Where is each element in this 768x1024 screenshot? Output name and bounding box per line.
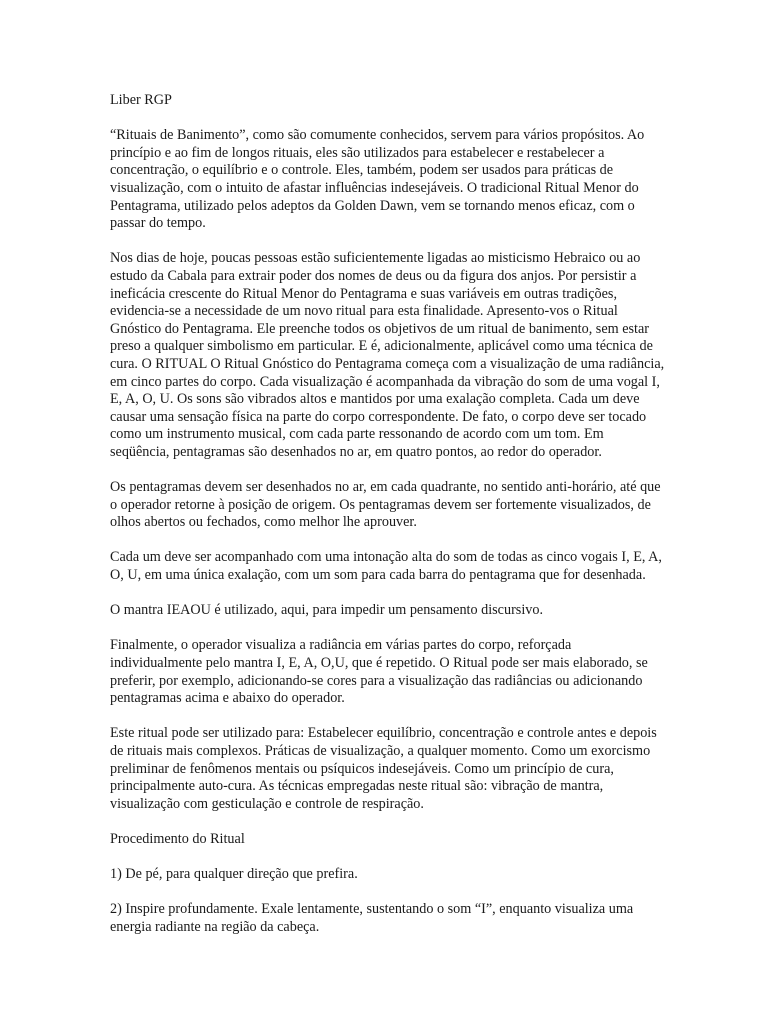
paragraph-finally: Finalmente, o operador visualiza a radiância em várias partes do corpo, reforçada individualmente pelo mantra I, E, A, O,U, que é repetido. O Ritual pode ser mais elaborado, se preferir, por exemplo, adicionando-se cores para a visualização das radiâncias ou adicionando pentagramas acima e abaixo do operador. — [110, 637, 648, 707]
paragraph-pentagrams: Os pentagramas devem ser desenhados no ar, em cada quadrante, no sentido anti-horário, até que o operador retorne à posição de origem. Os pentagramas devem ser fortemente visualizados, de olhos abertos ou fechados, como melhor lhe aprouver. — [110, 479, 661, 531]
document-body — [110, 92, 665, 954]
paragraph-mantra: O mantra IEAOU é utilizado, aqui, para impedir um pensamento discursivo. — [110, 602, 543, 619]
paragraph-intonation: Cada um deve ser acompanhado com uma intonação alta do som de todas as cinco vogais I, E, A, O, U, em uma única exalação, com um som para cada barra do pentagrama que for desenhada. — [110, 549, 662, 584]
step-item: 1) De pé, para qualquer direção que prefira. — [110, 866, 358, 883]
section-heading: Procedimento do Ritual — [110, 830, 245, 847]
paragraph-uses: Este ritual pode ser utilizado para: Estabelecer equilíbrio, concentração e controle antes e depois de rituais mais complexos. Práticas de visualização, a qualquer momento. Como um exorcismo preliminar de fenômenos mentais ou psíquicos indesejáveis. Como um princípio de cura, principalmente auto-cura. As técnicas empregadas neste ritual são: vibração de mantra, visualização com gesticulação e controle de respiração. — [110, 725, 657, 812]
step-item: 2) Inspire profundamente. Exale lentamente, sustentando o som “I”, enquanto visualiza uma energia radiante na região da cabeça. — [110, 901, 634, 935]
paragraph-intro: “Rituais de Banimento”, como são comumente conhecidos, servem para vários propósitos. Ao princípio e ao fim de longos rituais, eles são utilizados para estabelecer e restabelecer a concentração, o equilíbrio e o controle. Eles, também, podem ser usados para práticas de visualização, com o intuito de afastar influências indesejáveis. O tradicional Ritual Menor do Pentagrama, utilizado pelos adeptos da Golden Dawn, vem se tornando menos eficaz, com o passar do tempo. — [110, 127, 645, 232]
document-title: Liber RGP — [110, 92, 172, 108]
paragraph-context: Nos dias de hoje, poucas pessoas estão suficientemente ligadas ao misticismo Hebraico ou ao estudo da Cabala para extrair poder dos nomes de deus ou da figura dos anjos. Por persistir a ineficácia crescente do Ritual Menor do Pentagrama e suas variáveis em outras tradições, evidencia-se a necessidade de um novo ritual para esta finalidade. Apresento-vos o Ritual Gnóstico do Pentagrama. Ele preenche todos os objetivos de um ritual de banimento, sem estar preso a qualquer simbolismo em particular. E é, adicionalmente, aplicável como uma técnica de cura. O RITUAL O Ritual Gnóstico do Pentagrama começa com a visualização de uma radiância, em cinco partes do corpo. Cada visualização é acompanhada da vibração do som de uma vogal I, E, A, O, U. Os sons são vibrados altos e mantidos por uma exalação completa. Cada um deve causar uma sensação física na parte do corpo correspondente. De fato, o corpo deve ser tocado como um instrumento musical, com cada parte ressonando de acordo com um tom. Em seqüência, pentagramas são desenhados no ar, em quatro pontos, ao redor do operador. — [110, 250, 665, 460]
